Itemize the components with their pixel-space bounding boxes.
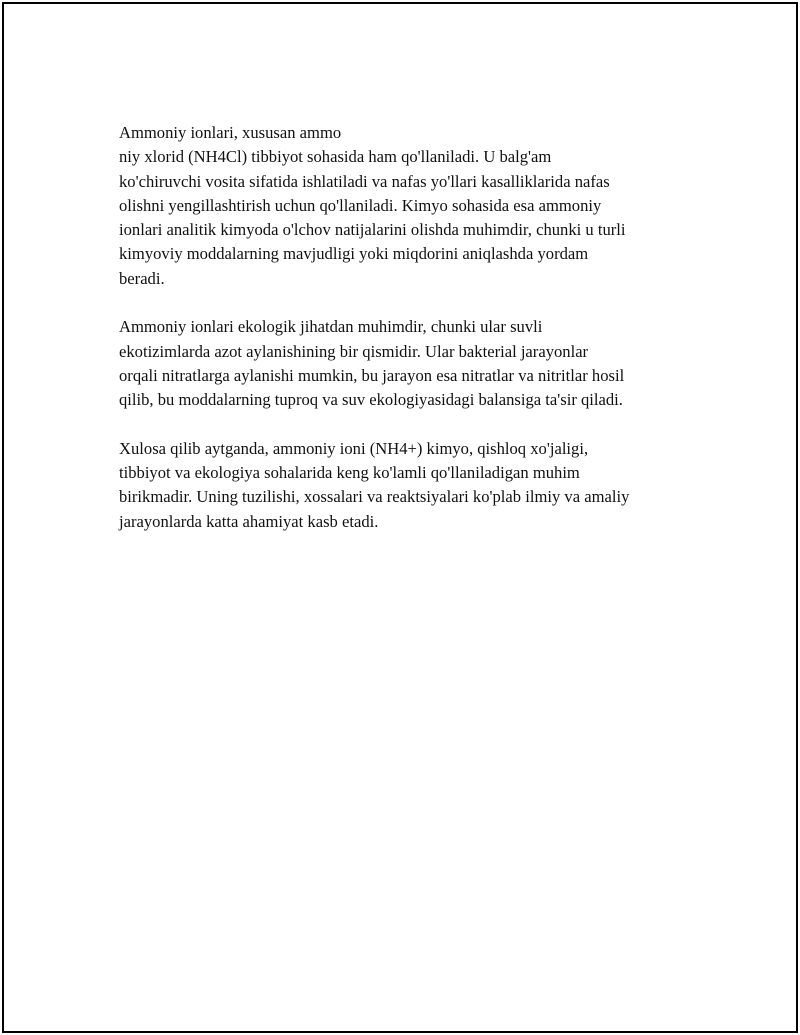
text-line: jarayonlarda katta ahamiyat kasb etadi. [119, 511, 379, 531]
paragraph-ecology [119, 315, 699, 412]
text-line: Ammoniy ionlari, xususan ammo [119, 123, 342, 142]
paragraph-conclusion [119, 437, 699, 534]
page-border [2, 2, 798, 1033]
text-line: olishni yengillashtirish uchun qo'llaniladi. Kimyo sohasida esa ammoniy [119, 195, 602, 215]
text-line: niy xlorid (NH4Cl) tibbiyot sohasida ham qo'llaniladi. U balg'am [119, 147, 552, 167]
text-line: ekotizimlarda azot aylanishining bir qismidir. Ular bakterial jarayonlar [119, 341, 589, 361]
text-line: kimyoviy moddalarning mavjudligi yoki miqdorini aniqlashda yordam [119, 244, 589, 264]
paragraph-medical-use [119, 121, 699, 291]
text-line: Xulosa qilib aytganda, ammoniy ioni (NH4+) kimyo, qishloq xo'jaligi, [119, 438, 589, 458]
text-line: ko'chiruvchi vosita sifatida ishlatiladi va nafas yo'llari kasalliklarida nafas [119, 171, 610, 191]
text-line: Ammoniy ionlari ekologik jihatdan muhimdir, chunki ular suvli [119, 317, 543, 337]
text-line: beradi. [119, 268, 165, 288]
text-line: orqali nitratlarga aylanishi mumkin, bu jarayon esa nitratlar va nitritlar hosil [119, 365, 625, 385]
document-body [119, 121, 699, 558]
text-line: birikmadir. Uning tuzilishi, xossalari va reaktsiyalari ko'plab ilmiy va amaliy [119, 487, 630, 507]
text-line: qilib, bu moddalarning tuproq va suv ekologiyasidagi balansiga ta'sir qiladi. [119, 390, 623, 410]
text-line: tibbiyot va ekologiya sohalarida keng ko'lamli qo'llaniladigan muhim [119, 463, 580, 483]
text-line: ionlari analitik kimyoda o'lchov natijalarini olishda muhimdir, chunki u turli [119, 220, 626, 240]
